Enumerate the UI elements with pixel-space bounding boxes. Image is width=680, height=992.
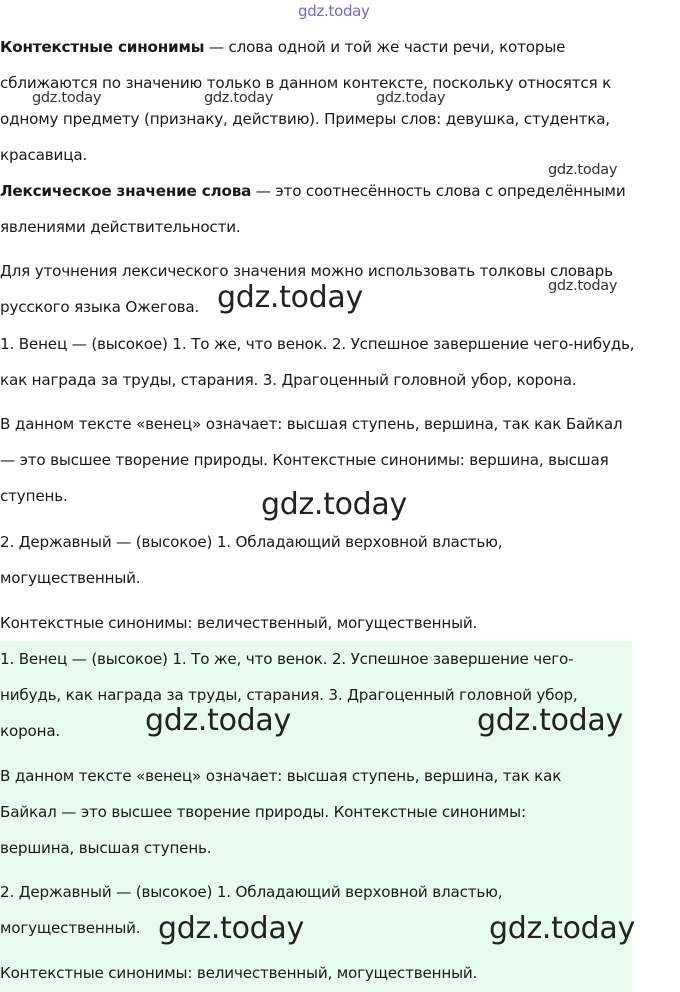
watermark: gdz.today bbox=[32, 90, 102, 106]
watermark: gdz.today bbox=[145, 703, 291, 738]
watermark: gdz.today bbox=[204, 90, 274, 106]
answer-venets-explanation: В данном тексте «венец» означает: высшая ступень, вершина, так как Байкал — это высшее творение природы. Контекстные синонимы: вершина, высшая ступень. bbox=[0, 767, 562, 857]
watermark: gdz.today bbox=[217, 280, 363, 315]
answer-derzhavny-synonyms: Контекстные синонимы: величественный, могущественный. bbox=[0, 964, 478, 982]
dictionary-note: Для уточнения лексического значения можно использовать толковы словарь русского языка Ожегова. bbox=[0, 262, 613, 316]
derzhavny-context-synonyms: Контекстные синонимы: величественный, могущественный. bbox=[0, 614, 478, 632]
watermark: gdz.today bbox=[261, 487, 407, 522]
term-lexical-meaning: Лексическое значение слова bbox=[0, 182, 252, 200]
watermark: gdz.today bbox=[477, 703, 623, 738]
watermark: gdz.today bbox=[548, 278, 618, 294]
watermark: gdz.today bbox=[376, 90, 446, 106]
watermark: gdz.today bbox=[489, 911, 635, 946]
term-context-synonyms: Контекстные синонимы bbox=[0, 38, 205, 56]
entry-venets: 1. Венец — (высокое) 1. То же, что венок. 2. Успешное завершение чего-нибудь, как награда за труды, старания. 3. Драгоценный головной убор, корона. bbox=[0, 335, 635, 389]
watermark: gdz.today bbox=[548, 162, 618, 178]
answer-entry-derzhavny: 2. Державный — (высокое) 1. Обладающий верховной властью, могущественный. bbox=[0, 883, 503, 937]
definition-lexical-meaning: Лексическое значение слова — это соотнесённость слова с определёнными явлениями действительности. bbox=[0, 182, 626, 236]
definition-context-synonyms: Контекстные синонимы — слова одной и той же части речи, которые сближаются по значению только в данном контексте, поскольку относятся к одному предмету (признаку, действию). Примеры слов: девушка, студентка, красавица. bbox=[0, 38, 612, 164]
answer-entry-venets: 1. Венец — (высокое) 1. То же, что венок. 2. Успешное завершение чего- нибудь, как награда за труды, старания. 3. Драгоценный головной убор, корона. bbox=[0, 650, 578, 740]
watermark: gdz.today bbox=[298, 2, 370, 20]
watermark: gdz.today bbox=[158, 911, 304, 946]
venets-context-explanation: В данном тексте «венец» означает: высшая ступень, вершина, так как Байкал — это высшее творение природы. Контекстные синонимы: вершина, высшая ступень. bbox=[0, 415, 623, 505]
entry-derzhavny: 2. Державный — (высокое) 1. Обладающий верховной властью, могущественный. bbox=[0, 533, 503, 587]
